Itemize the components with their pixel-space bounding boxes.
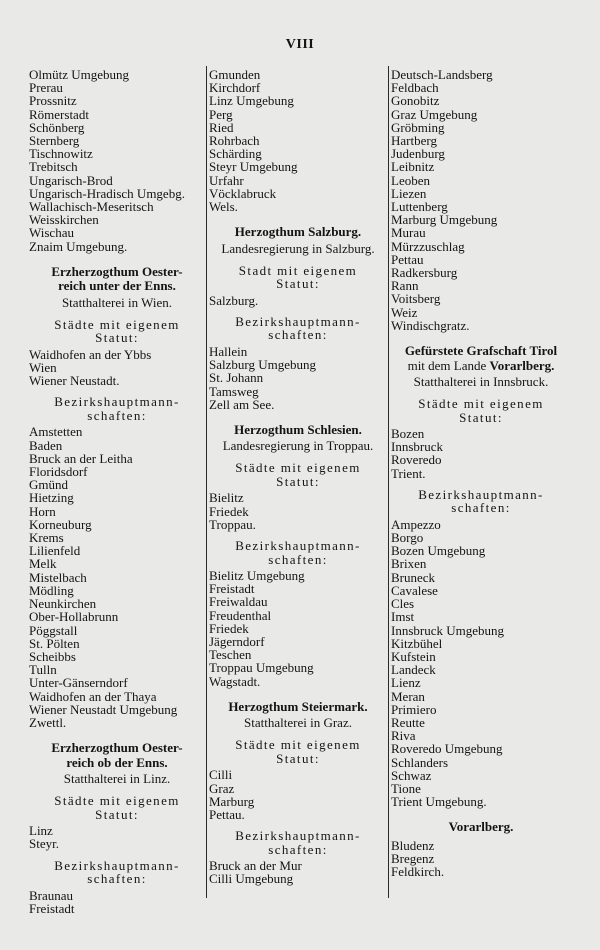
- list-item: Wischau: [29, 225, 74, 241]
- list-item: Bielitz Umgebung: [209, 568, 305, 584]
- column-2: [209, 68, 387, 886]
- subsection-heading: Bezirkshauptmann-: [235, 313, 361, 329]
- subsection-heading: Statut:: [95, 330, 139, 346]
- list-item: Schärding: [209, 146, 262, 162]
- list-item: Steyr Umgebung: [209, 159, 298, 175]
- subsection-heading: Bezirkshauptmann-: [54, 394, 180, 410]
- authority-line: Statthalterei in Graz.: [244, 715, 352, 731]
- list-item: Kitzbühel: [391, 635, 443, 651]
- list-item: Römerstadt: [29, 106, 89, 122]
- list-item: Gmunden: [209, 67, 261, 82]
- list-item: Perg: [209, 106, 233, 122]
- subsection-heading: schaften:: [451, 500, 511, 516]
- section-title: reich ob der Enns.: [66, 754, 168, 770]
- list-item: Freistadt: [209, 581, 255, 597]
- list-item: Weiz: [391, 304, 418, 320]
- section-title: [391, 359, 571, 374]
- list-item: Feldbach: [391, 80, 439, 96]
- list-item: Lienz: [391, 675, 421, 691]
- list-item: Cles: [391, 596, 415, 612]
- list-item: Schlanders: [391, 754, 449, 770]
- subsection-heading: Bezirkshauptmann-: [54, 857, 180, 873]
- list-item: Marburg Umgebung: [391, 212, 498, 228]
- subsection-heading: Statut:: [95, 806, 139, 822]
- column-divider: [206, 66, 207, 898]
- list-item: Roveredo Umgebung: [391, 741, 503, 757]
- list-item: Amstetten: [29, 424, 83, 440]
- section-title: Herzogthum Salzburg.: [234, 224, 362, 240]
- subsection-heading: Städte mit eigenem: [54, 316, 180, 332]
- authority-line: Statthalterei in Linz.: [63, 771, 171, 787]
- section-title: Vorarlberg.: [448, 819, 514, 835]
- list-item: Cavalese: [391, 582, 438, 598]
- authority-line: Statthalterei in Wien.: [61, 294, 173, 310]
- list-item: Innsbruck Umgebung: [391, 622, 505, 638]
- section-title-normal: mit dem Lande: [407, 357, 490, 373]
- list-item: Floridsdorf: [29, 464, 88, 480]
- list-item: Mistelbach: [29, 569, 87, 585]
- list-item: Mürzzuschlag: [391, 238, 465, 254]
- list-item: Scheibbs: [29, 648, 76, 664]
- list-item: Jägerndorf: [209, 634, 265, 650]
- list-item: Horn: [29, 503, 56, 519]
- list-item: Roveredo: [391, 452, 442, 468]
- subsection-heading: Städte mit eigenem: [418, 396, 544, 412]
- list-item: Rann: [391, 278, 419, 294]
- section-title: Herzogthum Schlesien.: [234, 421, 362, 437]
- list-item: Hallein: [209, 343, 248, 359]
- list-item: Salzburg Umgebung: [209, 357, 316, 373]
- list-item: Windischgratz.: [391, 317, 470, 333]
- subsection-heading: Städte mit eigenem: [235, 737, 361, 753]
- list-item: Freiwaldau: [209, 594, 268, 610]
- list-item: Pöggstall: [29, 622, 78, 638]
- list-item: Reutte: [391, 714, 425, 730]
- list-item: Brixen: [391, 556, 427, 572]
- list-item: Friedek: [209, 620, 249, 636]
- subsection-heading: Statut:: [276, 750, 320, 766]
- list-item: Imst: [391, 609, 415, 625]
- list-item: Prerau: [29, 80, 63, 96]
- list-item: Voitsberg: [391, 291, 441, 307]
- list-item: Bruneck: [391, 569, 436, 585]
- list-item: Zell am See.: [209, 396, 275, 412]
- subsection-heading: Bezirkshauptmann-: [235, 828, 361, 844]
- section-title: reich unter der Enns.: [58, 278, 176, 294]
- column-divider: [388, 66, 389, 898]
- list-item: Ungarisch-Hradisch Umgebg.: [29, 185, 185, 201]
- subsection-heading: Städte mit eigenem: [54, 793, 180, 809]
- list-item: Cilli Umgebung: [209, 871, 294, 887]
- list-item: Salzburg.: [209, 292, 259, 308]
- subsection-heading: schaften:: [268, 327, 328, 343]
- list-item: Landeck: [391, 662, 436, 678]
- list-item: Kufstein: [391, 648, 436, 664]
- column-1: [29, 68, 205, 915]
- list-item: Melk: [29, 556, 57, 572]
- list-item: Murau: [391, 225, 426, 241]
- list-item: Cilli: [209, 767, 233, 783]
- list-item: Meran: [391, 688, 425, 704]
- list-item: Wagstadt.: [209, 673, 261, 689]
- list-item: Schönberg: [29, 119, 85, 135]
- subsection-heading: schaften:: [268, 551, 328, 567]
- list-item: Pettau: [391, 251, 424, 267]
- list-item: Baden: [29, 437, 63, 453]
- column-3: [391, 68, 571, 878]
- list-item: Znaim Umgebung.: [29, 238, 128, 254]
- list-item: Hietzing: [29, 490, 74, 506]
- list-item: Tamsweg: [209, 383, 259, 399]
- authority-line: Landesregierung in Salzburg.: [221, 240, 375, 256]
- subsection-heading: Bezirkshauptmann-: [418, 486, 544, 502]
- list-item: Tione: [391, 780, 421, 796]
- list-item: Radkersburg: [391, 265, 458, 281]
- list-item: Trient Umgebung.: [391, 794, 487, 810]
- list-item: Schwaz: [391, 767, 432, 783]
- list-item: Gonobitz: [391, 93, 440, 109]
- list-item: Ober-Hollabrunn: [29, 609, 119, 625]
- list-item: Freistadt: [29, 900, 75, 916]
- authority-line: Statthalterei in Innsbruck.: [413, 374, 549, 390]
- list-item: Freudenthal: [209, 607, 272, 623]
- list-item: Graz: [209, 780, 235, 796]
- list-item: Steyr.: [29, 836, 59, 852]
- list-item: Urfahr: [209, 172, 244, 188]
- list-item: Ampezzo: [391, 516, 441, 532]
- subsection-heading: Statut:: [459, 409, 503, 425]
- list-item: Liezen: [391, 185, 427, 201]
- section-title: Erzherzogthum Oester-: [51, 263, 183, 279]
- list-item: Waidhofen an der Ybbs: [29, 346, 152, 362]
- list-item: Riva: [391, 728, 416, 744]
- list-item: Bruck an der Mur: [209, 858, 302, 874]
- list-item: Kirchdorf: [209, 80, 261, 96]
- list-item: Bruck an der Leitha: [29, 450, 133, 466]
- subsection-heading: Statut:: [276, 276, 320, 292]
- list-item: Sternberg: [29, 133, 80, 149]
- list-item: Borgo: [391, 530, 424, 546]
- list-item: Vöcklabruck: [209, 185, 277, 201]
- list-item: Leibnitz: [391, 159, 435, 175]
- list-item: Hartberg: [391, 133, 437, 149]
- list-item: Gröbming: [391, 119, 445, 135]
- list-item: Wiener Neustadt Umgebung: [29, 701, 178, 717]
- list-item: Pettau.: [209, 807, 245, 822]
- list-item: Bielitz: [209, 490, 244, 506]
- list-item: Primiero: [391, 701, 437, 717]
- authority-line: Landesregierung in Troppau.: [222, 438, 374, 454]
- list-item: Neunkirchen: [29, 596, 97, 612]
- subsection-heading: schaften:: [87, 871, 147, 887]
- list-item: Feldkirch.: [391, 864, 445, 880]
- list-item: Ried: [209, 119, 234, 135]
- list-item: Unter-Gänserndorf: [29, 675, 128, 691]
- list-item: Bregenz: [391, 851, 435, 867]
- list-item: Trient.: [391, 465, 426, 481]
- list-item: Bozen Umgebung: [391, 543, 486, 559]
- list-item: Mödling: [29, 582, 74, 598]
- list-item: Troppau Umgebung: [209, 660, 314, 676]
- list-item: Bludenz: [391, 837, 435, 853]
- list-item: Lilienfeld: [29, 543, 81, 559]
- list-item: Korneuburg: [29, 516, 92, 532]
- list-item: Trebitsch: [29, 159, 78, 175]
- list-item: Troppau.: [209, 516, 256, 532]
- list-item: Olmütz Umgebung: [29, 67, 130, 82]
- subsection-heading: Städte mit eigenem: [235, 460, 361, 476]
- list-item: Wien: [29, 360, 57, 376]
- list-item: Graz Umgebung: [391, 106, 478, 122]
- subsection-heading: Stadt mit eigenem: [238, 262, 358, 278]
- list-item: Bozen: [391, 426, 425, 442]
- section-title: Herzogthum Steiermark.: [228, 698, 368, 714]
- list-item: Zwettl.: [29, 714, 67, 730]
- section-title-bold: Vorarlberg.: [489, 357, 555, 373]
- list-item: Teschen: [209, 647, 252, 663]
- list-item: Tulln: [29, 662, 57, 678]
- list-item: Ungarisch-Brod: [29, 172, 113, 188]
- list-item: St. Johann: [209, 370, 264, 386]
- section-title: Gefürstete Grafschaft Tirol: [404, 343, 558, 359]
- list-item: Linz: [29, 823, 53, 839]
- section-title: Erzherzogthum Oester-: [51, 740, 183, 756]
- subsection-heading: Bezirkshauptmann-: [235, 538, 361, 554]
- list-item: Prossnitz: [29, 93, 77, 109]
- list-item: Marburg: [209, 793, 255, 809]
- list-item: Krems: [29, 530, 64, 546]
- subsection-heading: Statut:: [276, 473, 320, 489]
- page-number: VIII: [285, 37, 315, 52]
- subsection-heading: schaften:: [268, 841, 328, 857]
- list-item: Gmünd: [29, 477, 68, 493]
- list-item: Luttenberg: [391, 199, 448, 215]
- list-item: Weisskirchen: [29, 212, 99, 228]
- list-item: Friedek: [209, 503, 249, 519]
- list-item: Wallachisch-Meseritsch: [29, 199, 154, 215]
- list-item: Wiener Neustadt.: [29, 373, 120, 389]
- list-item: Judenburg: [391, 146, 445, 162]
- list-item: Linz Umgebung: [209, 93, 294, 109]
- list-item: Leoben: [391, 172, 430, 188]
- list-item: Deutsch-Landsberg: [391, 67, 493, 82]
- list-item: Waidhofen an der Thaya: [29, 688, 157, 704]
- list-item: Innsbruck: [391, 439, 443, 455]
- list-item: Braunau: [29, 887, 74, 903]
- list-item: Tischnowitz: [29, 146, 93, 162]
- list-item: St. Pölten: [29, 635, 80, 651]
- list-item: Rohrbach: [209, 133, 260, 149]
- subsection-heading: schaften:: [87, 407, 147, 423]
- list-item: Wels.: [209, 199, 238, 215]
